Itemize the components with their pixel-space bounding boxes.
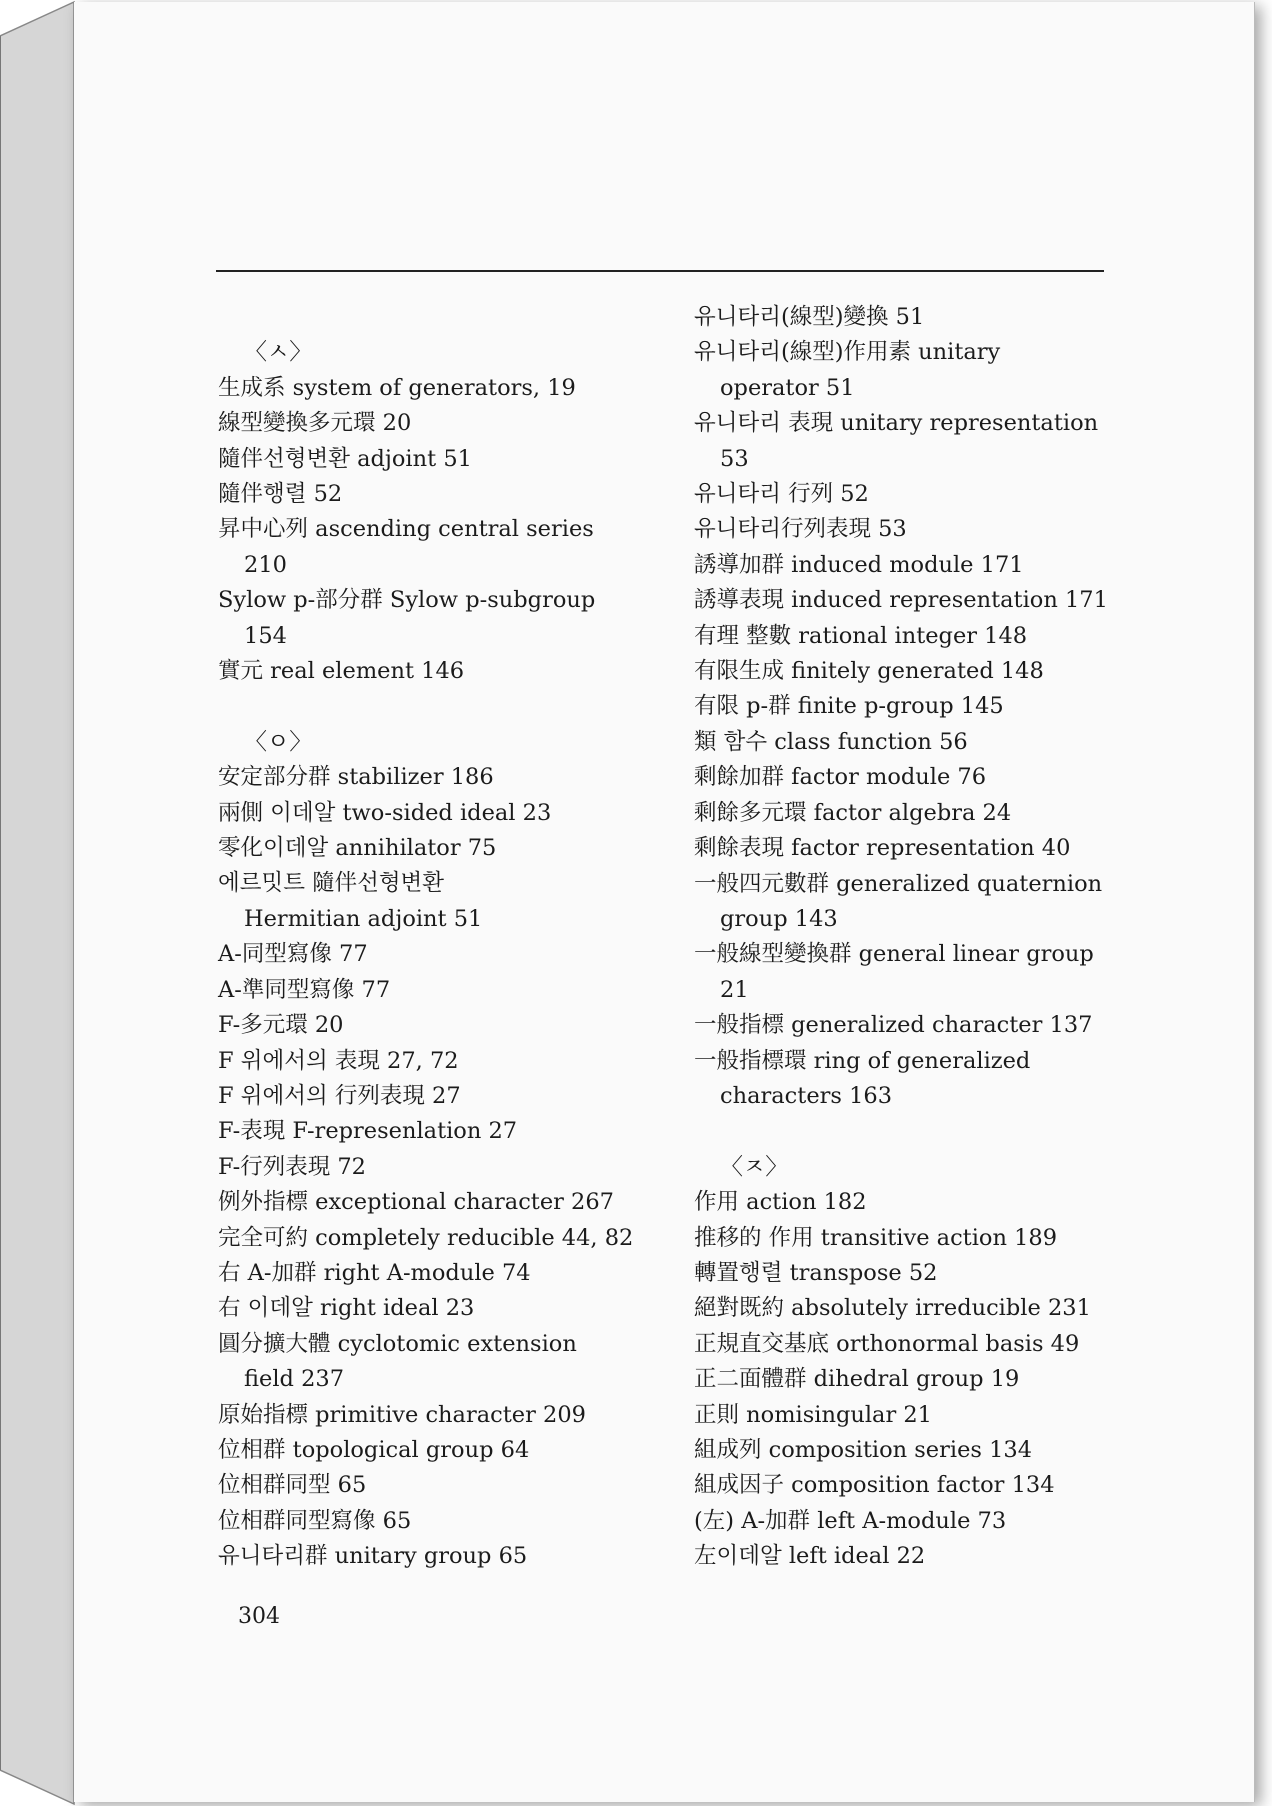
index-entry: 유니타리(線型)作用素 unitary: [694, 339, 1001, 366]
index-entry: Sylow p-部分群 Sylow p-subgroup: [218, 587, 596, 614]
index-entry-continuation: operator 51: [720, 374, 855, 401]
index-entry: 剩餘加群 factor module 76: [694, 764, 987, 791]
index-entry: 圓分擴大體 cyclotomic extension: [218, 1330, 577, 1357]
index-entry: 一般四元數群 generalized quaternion: [694, 870, 1103, 897]
index-entry-continuation: group 143: [720, 905, 838, 932]
index-entry: 右 A-加群 right A-module 74: [218, 1259, 531, 1286]
index-entry: F-多元環 20: [218, 1012, 344, 1039]
index-entry: 零化이데알 annihilator 75: [218, 835, 497, 862]
index-entry: 一般指標 generalized character 137: [694, 1012, 1093, 1039]
index-entry: (左) A-加群 left A-module 73: [694, 1507, 1007, 1534]
index-entry-continuation: 210: [244, 551, 287, 578]
index-column-right: [694, 300, 1134, 1575]
index-entry: 一般指標環 ring of generalized: [694, 1047, 1031, 1074]
index-entry: 位相群同型寫像 65: [218, 1507, 412, 1534]
index-entry: 유니타리(線型)變換 51: [694, 304, 925, 330]
index-entry: 推移的 作用 transitive action 189: [694, 1224, 1058, 1251]
index-entry: 유니타리群 unitary group 65: [218, 1543, 528, 1570]
index-entry: 유니타리 表現 unitary representation: [694, 410, 1099, 437]
index-entry: A-同型寫像 77: [218, 941, 368, 968]
section-heading: 〈ㅅ〉: [244, 339, 313, 366]
index-entry: 安定部分群 stabilizer 186: [218, 764, 494, 791]
index-entry: 剩餘表現 factor representation 40: [694, 835, 1071, 862]
index-entry: 에르밋트 隨伴선형변환: [218, 870, 445, 897]
index-entry-continuation: characters 163: [720, 1082, 893, 1109]
index-entry: 位相群同型 65: [218, 1472, 367, 1499]
page-number: 304: [238, 1604, 280, 1629]
index-entry: 誘導加群 induced module 171: [694, 551, 1024, 578]
index-entry: 隨伴행렬 52: [218, 481, 343, 508]
section-heading: 〈ㅈ〉: [720, 1153, 789, 1180]
index-entry: 正二面體群 dihedral group 19: [694, 1366, 1020, 1393]
index-entry: 組成列 composition series 134: [694, 1436, 1033, 1463]
index-entry: 絕對既約 absolutely irreducible 231: [694, 1295, 1091, 1322]
index-entry: 轉置행렬 transpose 52: [694, 1259, 938, 1286]
index-entry-continuation: 53: [720, 445, 749, 472]
index-entry-continuation: 21: [720, 976, 749, 1003]
index-entry: 正則 nomisingular 21: [694, 1401, 932, 1428]
index-entry: 昇中心列 ascending central series: [218, 516, 594, 543]
index-entry: 有限 p-群 finite p-group 145: [694, 693, 1004, 720]
index-entry: 剩餘多元環 factor algebra 24: [694, 799, 1012, 826]
index-entry-continuation: 154: [244, 622, 287, 649]
index-entry-continuation: Hermitian adjoint 51: [244, 905, 483, 932]
index-entry: 右 이데알 right ideal 23: [218, 1295, 475, 1322]
spacer: [218, 689, 658, 724]
index-entry: 類 함수 class function 56: [694, 728, 968, 755]
index-entry: 一般線型變換群 general linear group: [694, 941, 1094, 968]
index-entry: F-行列表現 72: [218, 1153, 366, 1180]
index-entry: 隨伴선형변환 adjoint 51: [218, 445, 472, 472]
index-entry: 作用 action 182: [694, 1189, 867, 1216]
index-entry: 線型變換多元環 20: [218, 410, 412, 437]
index-entry: F-表現 F-represenlation 27: [218, 1118, 518, 1145]
spacer: [218, 300, 658, 335]
index-entry: 有理 整數 rational integer 148: [694, 622, 1028, 649]
index-entry: 例外指標 exceptional character 267: [218, 1189, 615, 1216]
index-column-left: [218, 300, 658, 1575]
spacer: [694, 1114, 1134, 1149]
index-entry: F 위에서의 行列表現 27: [218, 1082, 461, 1109]
index-entry: 左이데알 left ideal 22: [694, 1543, 926, 1570]
index-entry: 位相群 topological group 64: [218, 1436, 530, 1463]
index-entry-continuation: field 237: [244, 1366, 345, 1393]
header-rule: [216, 270, 1104, 272]
index-entry: 正規直交基底 orthonormal basis 49: [694, 1330, 1080, 1357]
index-entry: 有限生成 finitely generated 148: [694, 658, 1044, 685]
index-entry: 유니타리行列表現 53: [694, 516, 907, 543]
index-entry: 組成因子 composition factor 134: [694, 1472, 1055, 1499]
index-entry: A-準同型寫像 77: [218, 976, 391, 1003]
section-heading: 〈ㅇ〉: [244, 728, 313, 755]
index-entry: 完全可約 completely reducible 44, 82: [218, 1224, 634, 1251]
index-entry: 유니타리 行列 52: [694, 481, 869, 508]
index-entry: 誘導表現 induced representation 171: [694, 587, 1108, 614]
index-entry: 生成系 system of generators, 19: [218, 374, 576, 401]
index-entry: F 위에서의 表現 27, 72: [218, 1047, 459, 1074]
index-entry: 兩側 이데알 two-sided ideal 23: [218, 799, 552, 826]
index-entry: 原始指標 primitive character 209: [218, 1401, 586, 1428]
index-entry: 實元 real element 146: [218, 658, 465, 685]
